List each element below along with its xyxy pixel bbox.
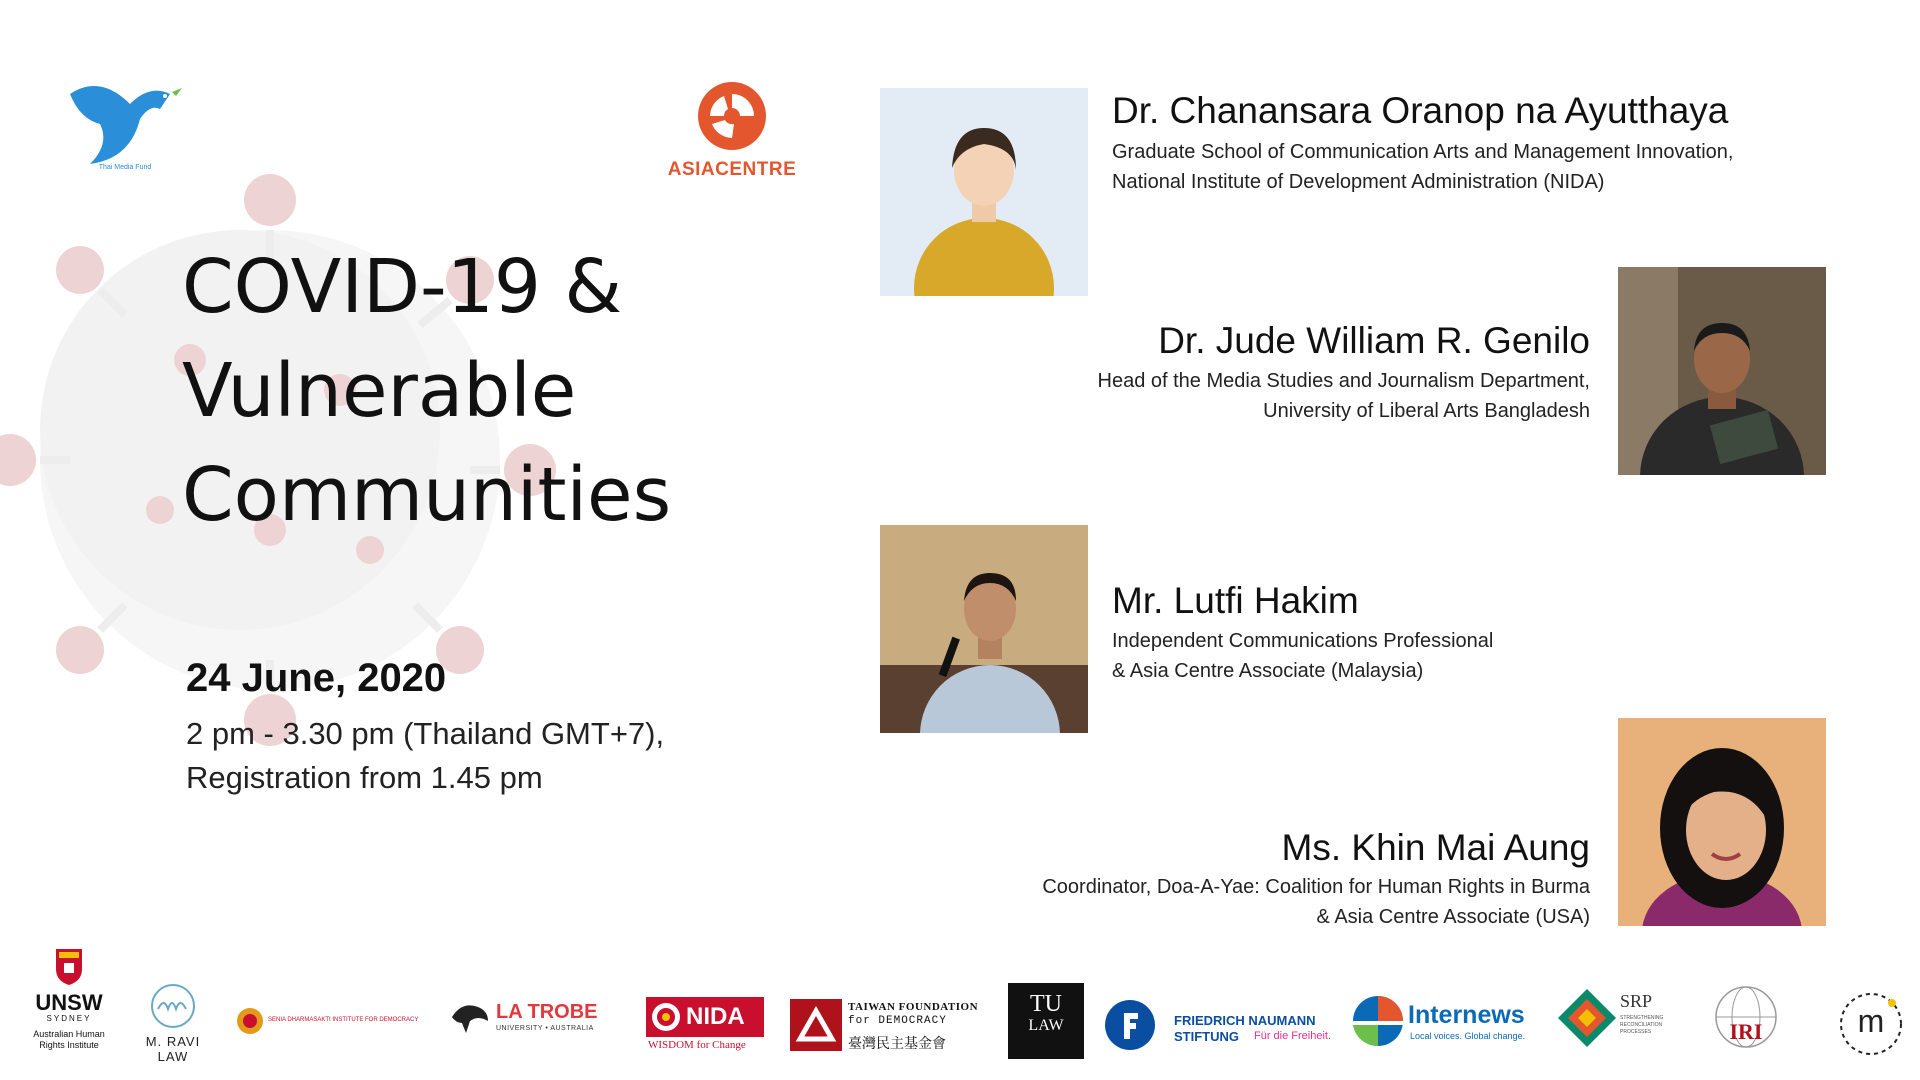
internews-logo (1352, 995, 1532, 1051)
srp-subtitle: STRENGTHENING RECONCILIATION PROCESSES (1620, 1015, 1664, 1035)
sdi-emblem-icon (236, 1007, 264, 1035)
fnf-wordmark-line1: FRIEDRICH NAUMANN (1174, 1013, 1316, 1028)
speaker-portrait-icon (1618, 267, 1826, 475)
nida-emblem-icon (650, 1001, 682, 1033)
friedrich-naumann-foundation-logo (1104, 999, 1334, 1055)
speaker-photo-lutfi (880, 525, 1088, 733)
event-title-line2: Vulnerable (182, 348, 577, 434)
m-ravi-law-logo (133, 983, 213, 1064)
unsw-subtitle (30, 1029, 108, 1051)
tfd-wordmark-chinese: 臺灣民主基金會 (848, 1035, 946, 1051)
speaker-affiliation-3-line2: & Asia Centre Associate (Malaysia) (1112, 660, 1424, 682)
internews-wordmark: Internews (1408, 1001, 1525, 1029)
speaker-portrait-icon (880, 525, 1088, 733)
tfd-wordmark-line2: for DEMOCRACY (848, 1015, 947, 1027)
fnf-tagline: Für die Freiheit. (1254, 1030, 1332, 1042)
unsw-subtitle-line1: Australian Human (33, 1029, 105, 1039)
speaker-portrait-icon (880, 88, 1088, 296)
speaker-photo-chanansara (880, 88, 1088, 296)
srp-diamond-icon (1556, 987, 1618, 1049)
event-time-range: 2 pm - 3.30 pm (Thailand GMT+7), (186, 716, 665, 751)
unsw-city: SYDNEY (46, 1014, 92, 1023)
m-ravi-law-circle-icon (146, 983, 200, 1029)
sanya-dharmasakti-institute-logo (236, 1007, 419, 1037)
speaker-photo-jude (1618, 267, 1826, 475)
tfd-emblem-icon (790, 999, 842, 1051)
nida-tagline: WISDOM for Change (648, 1039, 746, 1051)
nida-banner (646, 997, 764, 1037)
speaker-affiliation-1-line1: Graduate School of Communication Arts and Management Innovation, (1112, 141, 1734, 163)
srp-logo (1556, 987, 1666, 1055)
internews-tagline: Local voices. Global change. (1410, 1031, 1526, 1041)
unsw-logo (30, 947, 108, 1065)
event-registration-time: Registration from 1.45 pm (186, 760, 543, 795)
speaker-portrait-icon (1618, 718, 1826, 926)
unsw-crest-icon (54, 947, 84, 987)
sponsor-logos-strip (0, 945, 1920, 1065)
asia-centre-swirl-icon (696, 80, 768, 152)
event-title-line3: Communities (182, 452, 672, 538)
m-circle-logo (1838, 991, 1904, 1057)
speaker-affiliation-4-line1: Coordinator, Doa-A-Yae: Coalition for Human Rights in Burma (1042, 876, 1590, 898)
internews-emblem-icon (1352, 995, 1404, 1047)
speaker-affiliation-1-line2: National Institute of Development Administration (NIDA) (1112, 171, 1605, 193)
speaker-name-3: Mr. Lutfi Hakim (1112, 580, 1359, 621)
iri-logo (1706, 985, 1786, 1057)
event-title (182, 235, 671, 547)
speaker-name-2: Dr. Jude William R. Genilo (1158, 320, 1590, 361)
srp-wordmark: SRP (1620, 991, 1653, 1011)
speaker-name-4: Ms. Khin Mai Aung (1281, 827, 1590, 868)
la-trobe-logo (448, 997, 618, 1043)
speaker-photo-khin (1618, 718, 1826, 926)
speaker-name-1: Dr. Chanansara Oranop na Ayutthaya (1112, 90, 1729, 131)
speaker-affiliation-2 (1098, 366, 1591, 426)
tfd-wordmark-line1: TAIWAN FOUNDATION (848, 1001, 979, 1013)
la-trobe-subtitle: UNIVERSITY • AUSTRALIA (496, 1025, 594, 1032)
speaker-affiliation-4 (1042, 872, 1590, 932)
speaker-affiliation-1 (1112, 137, 1733, 197)
speaker-affiliation-3 (1112, 626, 1493, 686)
la-trobe-eagle-icon (448, 997, 492, 1037)
la-trobe-wordmark: LA TROBE (496, 1001, 598, 1023)
sdi-wordmark: SENIA DHARMASAKTI INSTITUTE FOR DEMOCRACY (268, 1017, 419, 1023)
speaker-affiliation-3-line1: Independent Communications Professional (1112, 630, 1494, 652)
event-time (186, 712, 664, 800)
unsw-subtitle-line2: Rights Institute (39, 1040, 99, 1050)
event-title-line1: COVID-19 & (182, 244, 623, 330)
nida-logo (646, 997, 764, 1055)
nida-wordmark: NIDA (686, 1003, 745, 1030)
event-date: 24 June, 2020 (186, 656, 447, 700)
tu-law-wordmark-law: LAW (1028, 1017, 1064, 1034)
unsw-wordmark: UNSW (35, 990, 103, 1015)
tu-law-logo (1008, 983, 1084, 1059)
fnf-emblem-icon (1104, 999, 1156, 1051)
tu-law-wordmark-tu: TU (1030, 991, 1062, 1017)
thai-media-fund-label: Thai Media Fund (98, 164, 152, 171)
asia-centre-logo (662, 80, 802, 190)
speaker-affiliation-2-line2: University of Liberal Arts Bangladesh (1263, 400, 1590, 422)
m-circle-wordmark: m (1857, 1003, 1885, 1039)
fnf-wordmark-line2: STIFTUNG (1174, 1029, 1239, 1044)
asia-centre-wordmark: ASIACENTRE (667, 159, 797, 180)
speaker-affiliation-4-line2: & Asia Centre Associate (USA) (1316, 906, 1590, 928)
speaker-affiliation-2-line1: Head of the Media Studies and Journalism Department, (1097, 370, 1590, 392)
thai-media-fund-logo (60, 64, 190, 184)
taiwan-foundation-for-democracy-logo (790, 999, 980, 1055)
iri-wordmark: IRI (1729, 1019, 1763, 1044)
m-ravi-law-wordmark: M. RAVI LAW (145, 1034, 201, 1064)
